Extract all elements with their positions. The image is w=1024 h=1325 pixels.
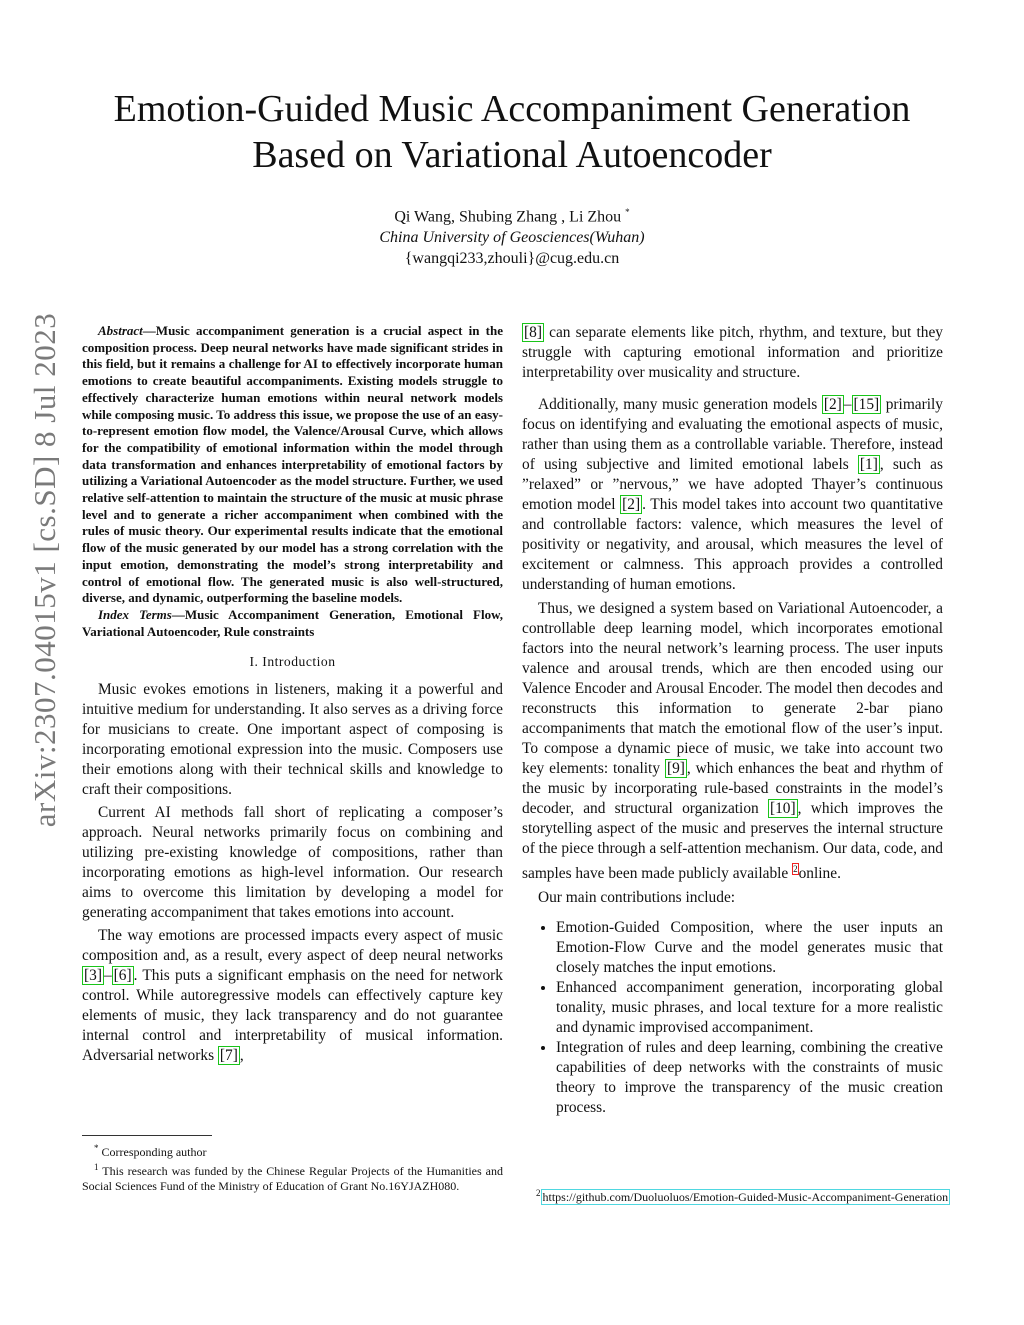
right-column <box>522 323 943 1118</box>
footnote-corresponding <box>82 1141 503 1160</box>
title-line-2: Based on Variational Autoencoder <box>252 134 772 176</box>
footnote-mark: 1 <box>94 1162 99 1172</box>
citation-link[interactable]: [1] <box>859 456 878 473</box>
arxiv-identifier-stamp <box>20 205 70 935</box>
right-p2-text-b: , which enhances the beat and rhythm of the music by incorporating rule-based constraints in the model’s decoder, and structural organization <box>522 760 944 817</box>
left-footnotes <box>82 1141 503 1194</box>
contributions-list <box>522 918 943 1118</box>
right-paragraph-2 <box>522 599 943 884</box>
author-mark: * <box>625 207 630 217</box>
citation-link[interactable]: [3] <box>84 967 102 985</box>
author-names: Qi Wang, Shubing Zhang , Li Zhou <box>394 208 622 226</box>
footnote-funding-text: This research was funded by the Chinese Regular Projects of the Humanities and Social Sciences Fund of the Ministry of Education of Grant No.16YJAZH080. <box>82 1164 503 1193</box>
footnote-funding <box>82 1160 503 1194</box>
abstract-text: —Music accompaniment generation is a crucial aspect in the composition process. Deep neural networks have made significant strides in this field, but it remains a challenge for AI to effectively incorporate human emotions to create beautiful accompaniments. Existing models struggle to effectively characterize human emotions within neural network models while composing music. To address this issue, we propose the use of an easy-to-represent emotion flow model, the Valence/Arousal Curve, which allows for the compatibility of emotional information within the model through data transformation and enhances interpretability of emotional factors by utilizing a Variational Autoencoder as the model structure. Further, we used relative self-attention to maintain the structure of the music at music phrase level and to generate a richer accompaniment when combined with the rules of music theory. Our experimental results indicate that the emotional flow of the music generated by our model has a strong correlation with the input emotion, demonstrating the model’s strong interpretability and control of emotional flow. The generated music is also well-structured, diverse, and dynamic, outperforming the baseline models. <box>82 323 503 606</box>
citation-link[interactable]: [7] <box>219 1047 238 1065</box>
list-item: • Emotion-Guided Composition, where the user inputs an Emotion-Flow Curve and the model generates music that closely matches the input emotions. <box>556 918 943 978</box>
citation-link[interactable]: [15] <box>853 396 880 413</box>
right-p1-text-b: primarily focus on identifying and evaluating the emotional aspects of music, rather than using them as a controllable variable. Therefore, instead of using subjective and limited emotional labels <box>522 396 943 473</box>
repository-link[interactable]: https://github.com/Duoluoluos/Emotion-Guided-Music-Accompaniment-Generation <box>542 1190 949 1204</box>
author-email: {wangqi233,zhouli}@cug.edu.cn <box>404 250 620 268</box>
footnote-divider <box>82 1135 212 1136</box>
intro-paragraph-2: Current AI methods fall short of replicating a composer’s approach. Neural networks primarily focus on combining and utilizing pre-existing knowledge of compositions, rather than incorporating emotions as high-level information. Our research aims to overcome this limitation by developing a model for generating accompaniment that takes emotions into account. <box>82 804 503 922</box>
right-p0-text: can separate elements like pitch, rhythm, and texture, but they struggle with capturing emotional information and prioritize interpretability over musicality and structure. <box>522 324 943 381</box>
citation-link[interactable]: [2] <box>622 496 641 513</box>
right-p1-text-a: Additionally, many music generation models <box>538 396 822 413</box>
footnote-mark: * <box>94 1143 99 1153</box>
section-heading-introduction: I. Introduction <box>249 654 336 670</box>
citation-link[interactable]: [10] <box>769 800 796 817</box>
intro-p3-text-a: The way emotions are processed impacts every aspect of music composition and, as a result, every aspect of deep neural networks <box>82 927 503 965</box>
paper-title <box>60 86 964 178</box>
list-item: • Enhanced accompaniment generation, incorporating global tonality, music phrases, and local texture for a more realistic and dynamic improvised accompaniment. <box>556 978 943 1038</box>
citation-link[interactable]: [8] <box>524 324 542 341</box>
arxiv-stamp-text: arXiv:2307.04015v1 [cs.SD] 8 Jul 2023 <box>27 312 62 828</box>
index-terms-text: —Music Accompaniment Generation, Emotional Flow, Variational Autoencoder, Rule constraints <box>82 606 503 639</box>
citation-range-dash: – <box>843 396 852 413</box>
title-line-1: Emotion-Guided Music Accompaniment Generation <box>113 88 911 130</box>
citation-range-dash: – <box>103 967 112 985</box>
right-p1-text-c: , such as ”relaxed” or ”nervous,” we have adopted Thayer’s continuous emotion model <box>522 456 944 513</box>
author-block <box>0 202 1024 269</box>
footnote-corresponding-text: Corresponding author <box>101 1145 207 1159</box>
intro-paragraph-1: Music evokes emotions in listeners, making it a powerful and intuitive medium for understanding. It also serves as a driving force for musicians to create. One important aspect of composing is incorporating emotional expression into the music. Composers use their emotions along with their technical skills and knowledge to craft their compositions. <box>82 681 503 799</box>
citation-link[interactable]: [9] <box>666 760 685 777</box>
intro-paragraph-3 <box>82 926 503 1066</box>
index-terms <box>82 607 503 640</box>
right-p2-text-c: , which improves the storytelling aspect of the music and preserves the internal structure of the piece through a self-attention mechanism. Our data, code, and samples have been made publicly available <box>522 800 943 883</box>
intro-p3-text-b: . This puts a significant emphasis on the need for network control. While autoregressive models can effectively capture key elements of music, they lack transparency and do not guarantee internal control and interpretability of musical information. Adversarial networks <box>82 967 503 1065</box>
right-paragraph-0 <box>522 323 943 383</box>
right-paragraph-1 <box>522 395 943 595</box>
citation-link[interactable]: [2] <box>823 396 842 413</box>
citation-link[interactable]: [6] <box>113 967 132 985</box>
right-p1-text-d: . This model takes into account two quantitative and controllable factors: valence, which measures the level of positivity or negativity, and arousal, which measures the level of excitement or calmness. This approach provides a controlled understanding of human emotions. <box>522 496 944 593</box>
abstract <box>82 323 503 607</box>
left-column <box>82 323 503 1066</box>
abstract-label: Abstract <box>98 323 143 338</box>
footnote-link[interactable]: 2 <box>793 864 798 874</box>
index-terms-label: Index Terms <box>98 606 172 622</box>
intro-p3-text-c: , <box>239 1047 244 1065</box>
affiliation: China University of Geosciences(Wuhan) <box>379 229 645 247</box>
right-p2-text-d: online. <box>798 865 841 883</box>
right-footnote <box>536 1186 950 1205</box>
right-p2-text-a: Thus, we designed a system based on Variational Autoencoder, a controllable deep learning model, which incorporates emotional factors into the neural network’s learning process. The user inputs valence and arousal trends, which are then encoded using our Valence Encoder and Arousal Encoder. The model then decodes and reconstructs this information to generate 2-bar piano accompaniments that match the emotional flow of the user’s input. To compose a dynamic piece of music, we take into account two key elements: tonality <box>522 600 943 777</box>
contributions-intro: Our main contributions include: <box>538 889 736 907</box>
list-item: • Integration of rules and deep learning, combining the creative capabilities of deep networks with the constraints of music theory to improve the transparency of the music creation process. <box>556 1038 943 1118</box>
footnote-mark: 2 <box>536 1188 541 1198</box>
